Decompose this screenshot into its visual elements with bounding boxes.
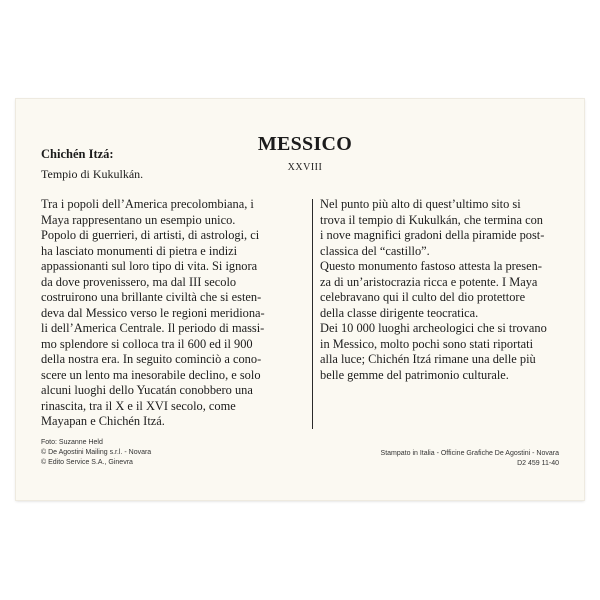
text-line: za di un’aristocrazia ricca e potente. I Maya [320,274,538,289]
text-line: della classe dirigente teocratica. [320,305,479,320]
text-line: Nel punto più alto di quest’ultimo sito si [320,197,521,211]
column-divider [312,199,313,429]
text-line: Mayapan e Chichén Itzá. [41,414,165,428]
text-line: li dell’America Centrale. Il periodo di massi- [41,321,265,335]
text-line: Popolo di guerrieri, di artisti, di astrologi, ci [41,228,260,242]
text-line: trova il tempio di Kukulkán, che termina con [320,212,543,227]
card-code: D2 459 11-40 [517,460,559,467]
text-line: Questo monumento fastoso attesta la presen- [320,259,542,273]
text-line: i nove magnifici gradoni della piramide post- [320,228,545,242]
text-line: deva dal Messico verso le regioni meridiona- [41,305,265,320]
subject-caption: Tempio di Kukulkán. [41,167,144,181]
card-title: MESSICO [257,133,353,155]
text-line: ha lasciato monumenti di pietra e indizi [41,243,238,258]
text-line: alla luce; Chichén Itzá rimane una delle più [320,352,536,366]
place-name: Chichén Itzá: [41,147,114,161]
text-line: celebravano qui il culto del dio protettore [320,290,526,304]
text-line: Tra i popoli dell’America precolombiana, i [41,197,254,211]
credit-line: © De Agostini Mailing s.r.l. - Novara [41,449,152,456]
credit-line: Foto: Suzanne Held [41,439,103,446]
text-line: in Messico, molto pochi sono stati riportati [320,336,534,351]
text-line: classica del “castillo”. [320,243,430,258]
left-text-column [41,197,311,430]
printing-info [381,449,559,469]
right-text-column [320,197,590,383]
printer-line: Stampato in Italia - Officine Grafiche De Agostini - Novara [380,450,559,457]
postcard-back [16,99,584,500]
text-line: rinascita, tra il X e il XVI secolo, come [41,398,236,413]
text-line: costruirono una brillante civiltà che si esten- [41,290,262,304]
text-line: Dei 10 000 luoghi archeologici che si trovano [320,321,547,335]
card-number: XXVIII [287,162,323,173]
photo-credits [41,438,151,468]
credit-line: © Edito Service S.A., Ginevra [41,459,133,466]
text-line: della nostra era. In seguito cominciò a cono- [41,352,262,366]
text-line: Maya rappresentano un esempio unico. [41,212,236,227]
text-line: alcuni luoghi dello Yucatán conobbero una [41,383,253,397]
text-line: appassionanti sul loro tipo di vita. Si ignora [41,259,258,273]
text-line: da dove provenissero, ma dal III secolo [41,274,237,289]
text-line: belle gemme del patrimonio culturale. [320,367,509,382]
text-line: scere un lento ma inesorabile declino, e solo [41,367,261,382]
text-line: mo splendore si colloca tra il 600 ed il 900 [41,336,253,351]
